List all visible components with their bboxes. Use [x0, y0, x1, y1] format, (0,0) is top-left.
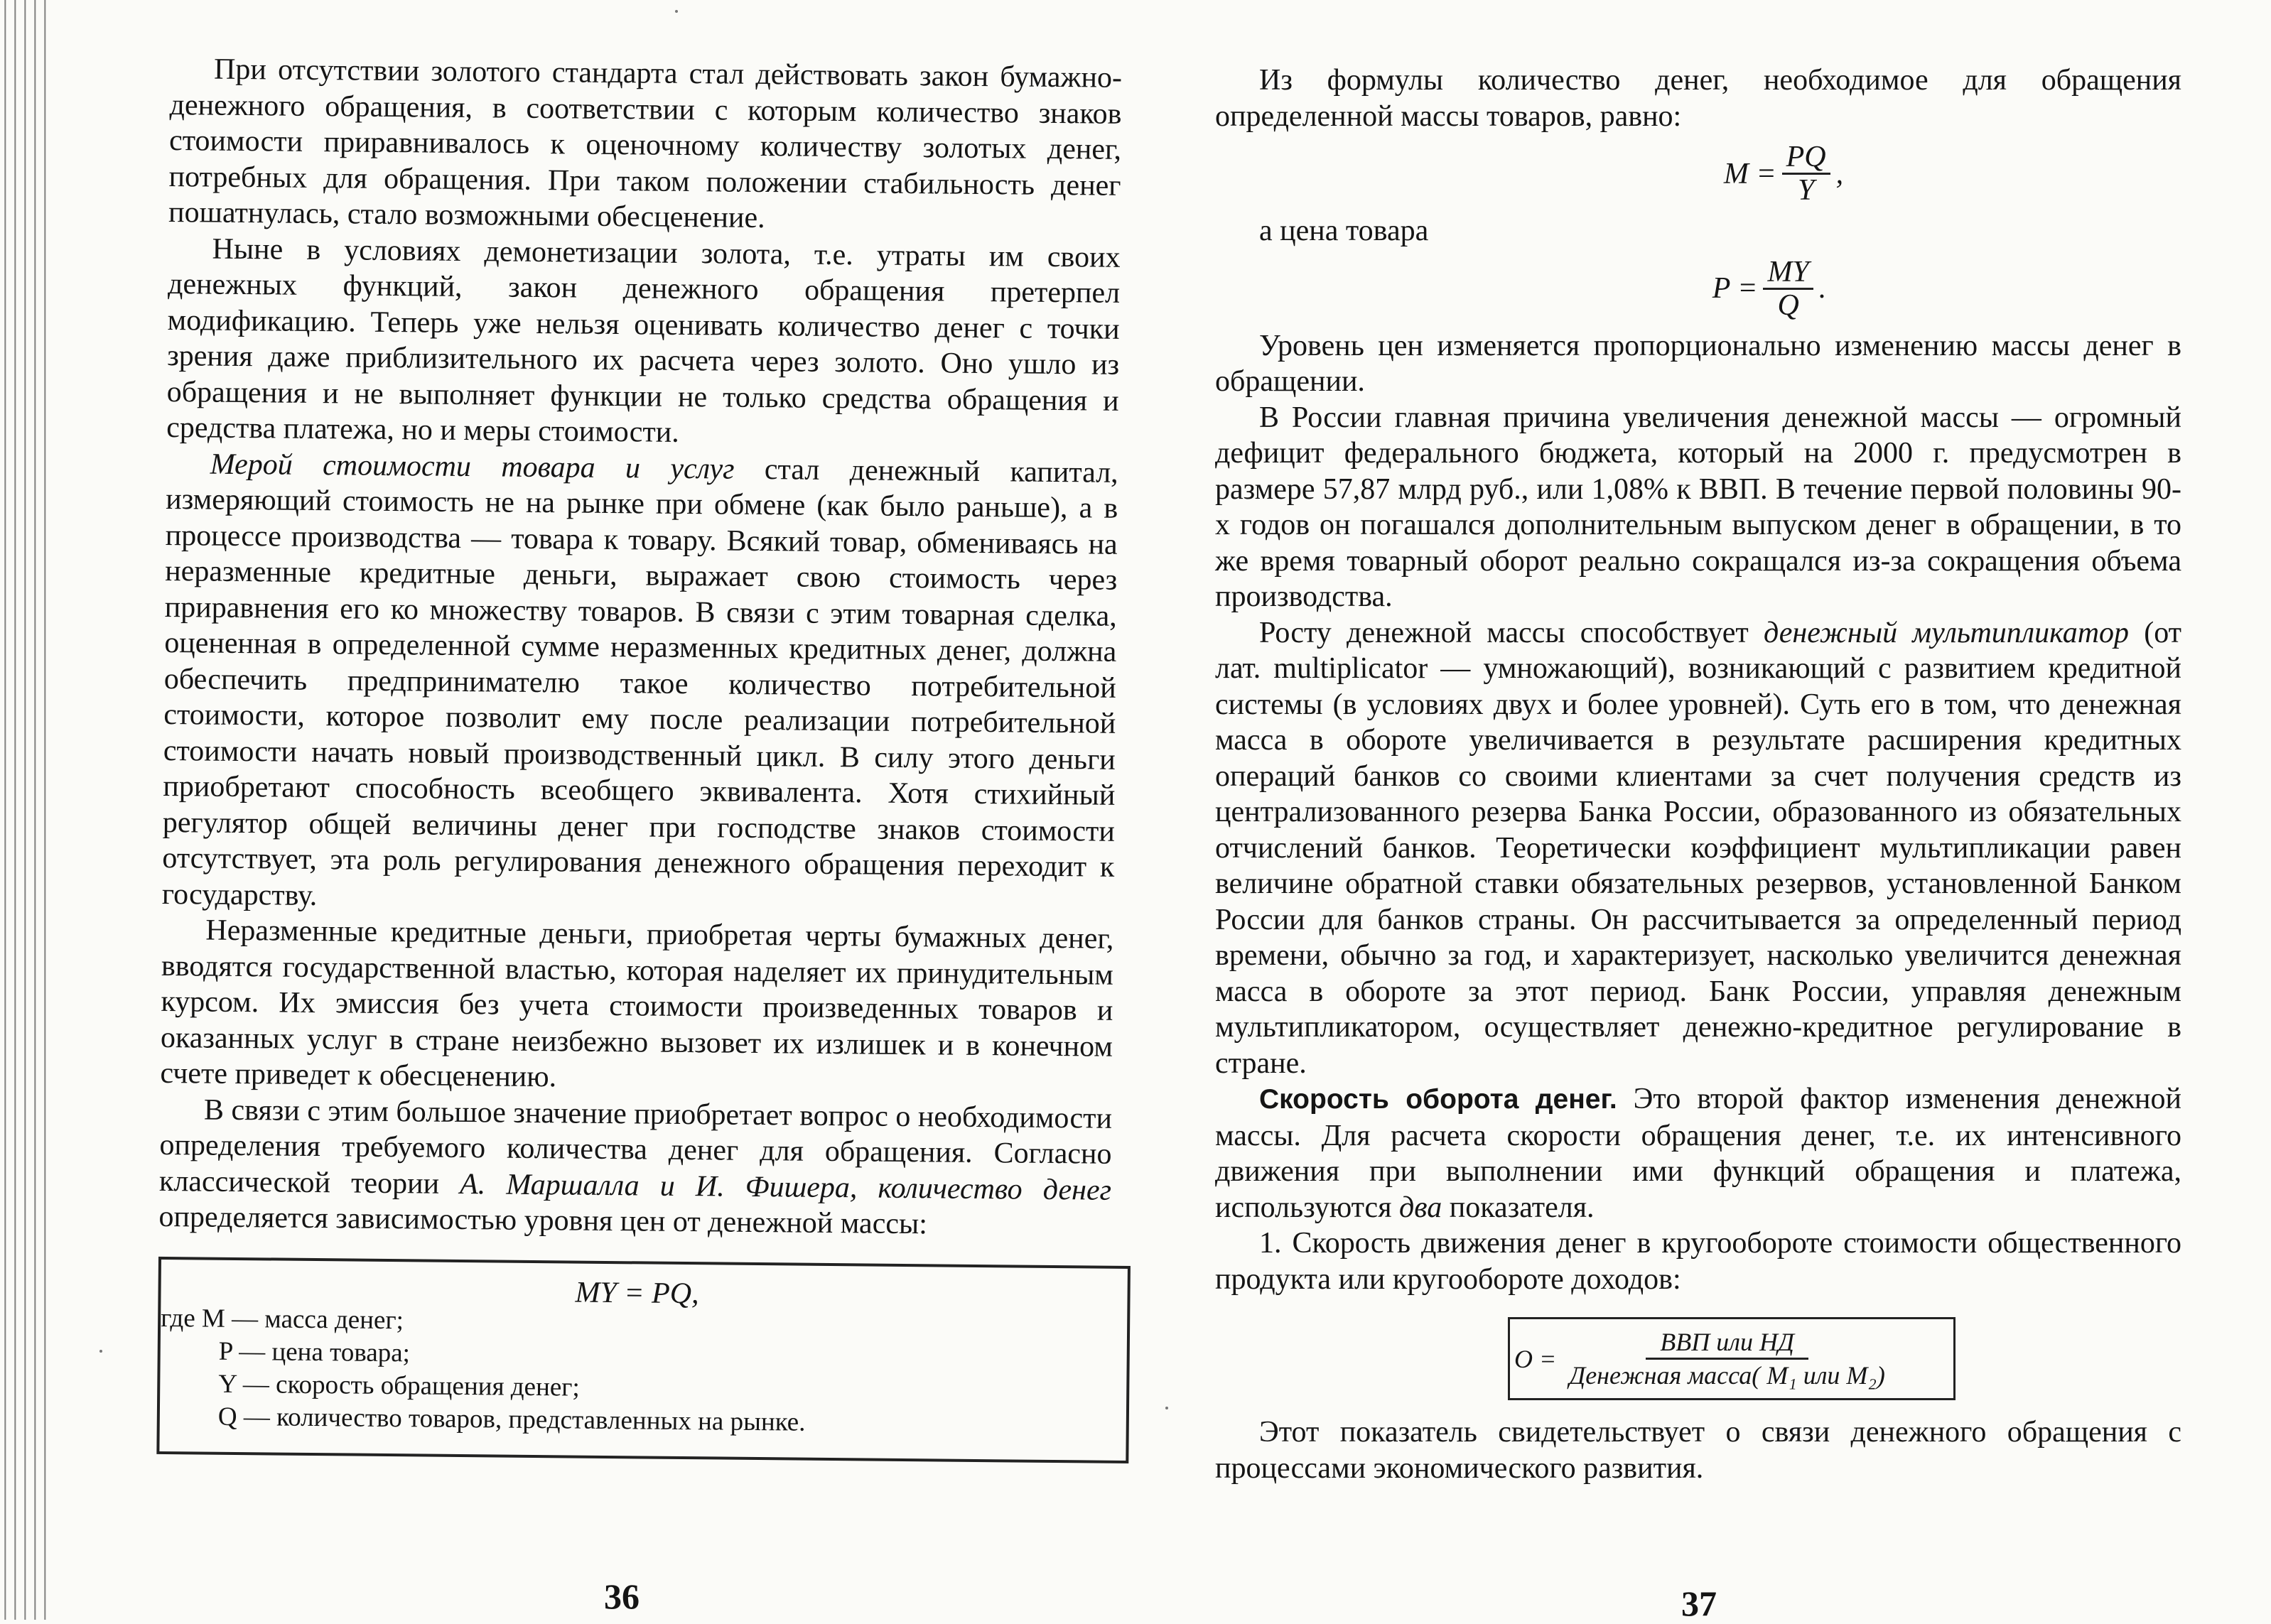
formula-lhs: P =: [1712, 272, 1758, 305]
paragraph: Уровень цен изменяется пропорционально изменению массы денег в обращении.: [1215, 329, 2181, 398]
italic-word: два: [1399, 1191, 1442, 1224]
paragraph-multiplier: [1215, 615, 2181, 1082]
page-number-right: 37: [1681, 1584, 1717, 1623]
exchange-equation: MY = PQ,: [575, 1276, 699, 1310]
page-number-left: 36: [604, 1576, 640, 1616]
legend-row: Y — скорость обращения денег;: [218, 1369, 580, 1402]
book-binding-edge: [0, 0, 50, 1620]
paragraph-text: определяется зависимостью уровня цен от денежной массы:: [158, 1200, 928, 1241]
legend-row: P — цена товара;: [218, 1336, 411, 1368]
paragraph: Неразменные кредитные деньги, приобретая черты бумажных денег, вводятся государственной властью, которая наделяет их принудительным курсом. Их эмиссия без учета стоимости произведенных товаров и оказанных услуг в стране неизбежно вызовет их излишек и в конечном счете приведет к обесценению.: [160, 914, 1114, 1094]
paragraph-text: Росту денежной массы способствует: [1259, 616, 1764, 649]
fraction: [1782, 141, 1830, 206]
fraction: [1562, 1326, 1892, 1391]
paragraph-fisher: [158, 1091, 1112, 1244]
paragraph: В России главная причина увеличения денежной массы — огромный дефицит федерального бюджета, который на 2000 г. предусмотрен в размере 57,87 млрд руб., или 1,08% к ВВП. В течение первой половины 90-х годов он погашался дополнительным выпуском денег в обращении, в то же время товарный оборот реально сокращался из-за сокращения объема производства.: [1215, 401, 2181, 613]
fraction-numerator: MY: [1763, 256, 1813, 290]
fraction-numerator: PQ: [1782, 141, 1830, 175]
italic-term: денежный мультипликатор: [1763, 616, 2130, 649]
paragraph-text: стал денежный капитал, измеряющий стоимость не на рынке при обмене (как было раньше), а в процессе производства — товара к товару. Всякий товар, обмениваясь на неразменные кредитные деньги, выражает свою стоимость через приравнения его ко множеству товаров. В связи с этим товарная сделка, оцененная в определенной сумме неразменных кредитных денег, должна обеспечить предпринимателю такое количество потребительной стоимости, которое позволит ему после реализации потребительной стоимости начать новый производственный цикл. В силу этого деньги приобретают способность всеобщего эквивалента. Хотя стихийный регулятор общей величины денег при господстве знаков стоимости отсутствует, эта роль регулирования денежного обращения переходит к государству.: [161, 453, 1118, 912]
right-page: [1215, 0, 2181, 1486]
fraction-numerator: ВВП или НД: [1646, 1326, 1808, 1360]
exchange-equation-box: [156, 1256, 1131, 1463]
scan-speck: [1165, 1407, 1168, 1409]
paragraph: Этот показатель свидетельствует о связи денежного обращения с процессами экономического развития.: [1215, 1416, 2181, 1485]
left-page: [156, 0, 1123, 1463]
formula-price: [1357, 256, 2181, 321]
italic-authors: А. Маршалла и И. Фишера, количество денег: [459, 1167, 1112, 1207]
paragraph-measure-of-value: [162, 445, 1118, 921]
paragraph-text: (от лат. multiplicator — умножающий), возникающий с развитием кредитной системы (в условиях двух и более уровней). Суть его в том, что денежная масса в обороте увеличивается в результате расширения кредитных операций банков со своими клиентами за счет получения средств из централизованного резерва Банка России, образованного из обязательных отчислений банков. Теоретически коэффициент мультипликации равен величине обратной ставки обязательных резервов, установленной Банком России для банков страны. Он рассчитывается за определенный период времени, обычно за год, и характеризует, насколько увеличится денежная масса в обороте за этот период. Банк России, управляя денежным мультипликатором, осуществляет денежно-кредитное регулирование в стране.: [1215, 616, 2181, 1080]
formula-money-quantity: [1386, 141, 2181, 206]
section-heading: Скорость оборота денег.: [1259, 1084, 1617, 1115]
scan-speck: [675, 10, 678, 13]
paragraph-text: В связи с этим большое значение приобретает вопрос о необходимости определения требуемого количества денег для обращения. Согласно классической теории: [158, 1093, 1113, 1201]
paragraph-text: показателя.: [1442, 1191, 1595, 1224]
velocity-formula-box: [1508, 1317, 1956, 1400]
fraction-denominator: Денежная масса( M₁ или M₂): [1569, 1361, 1885, 1390]
formula-tail: ,: [1835, 157, 1844, 190]
fraction-denominator: Y: [1797, 174, 1815, 207]
paragraph: Ныне в условиях демонетизации золота, т.е. утраты им своих денежных функций, закон денежного обращения претерпел модификацию. Теперь уже нельзя оценивать количество денег с точки зрения даже приблизительного их расчета через золото. Оно ушло из обращения и не выполняет функции не только средства обращения и средства платежа, но и меры стоимости.: [166, 232, 1121, 449]
legend-row: Q — количество товаров, представленных на рынке.: [217, 1402, 806, 1437]
paragraph: При отсутствии золотого стандарта стал действовать закон бумажно-денежного обращения, в соответствии с которым количество знаков стоимости приравнивалось к оценочному количеству золотых денег, потребных для обращения. При таком положении стабильность денег пошатнулась, стало возможными обесценение.: [168, 53, 1123, 235]
formula-lhs: M =: [1723, 157, 1776, 190]
formula-lhs: O =: [1514, 1344, 1557, 1373]
italic-term: Мерой стоимости товара и услуг: [210, 448, 735, 486]
paragraph: а цена товара: [1259, 215, 1429, 247]
paragraph: Из формулы количество денег, необходимое для обращения определенной массы товаров, равно:: [1215, 64, 2181, 133]
formula-tail: .: [1818, 272, 1827, 305]
fraction-denominator: Q: [1777, 288, 1799, 322]
paragraph-velocity: [1215, 1081, 2181, 1225]
legend-row: где M — масса денег;: [160, 1303, 404, 1335]
paragraph-text: Это второй фактор изменения денежной массы. Для расчета скорости обращения денег, т.е. их интенсивного движения при выполнении ими функций обращения и платежа, используются: [1215, 1083, 2181, 1224]
fraction: [1763, 256, 1813, 321]
paragraph: 1. Скорость движения денег в кругообороте стоимости общественного продукта или кругообороте доходов:: [1215, 1227, 2181, 1296]
scan-speck: [99, 1350, 102, 1353]
